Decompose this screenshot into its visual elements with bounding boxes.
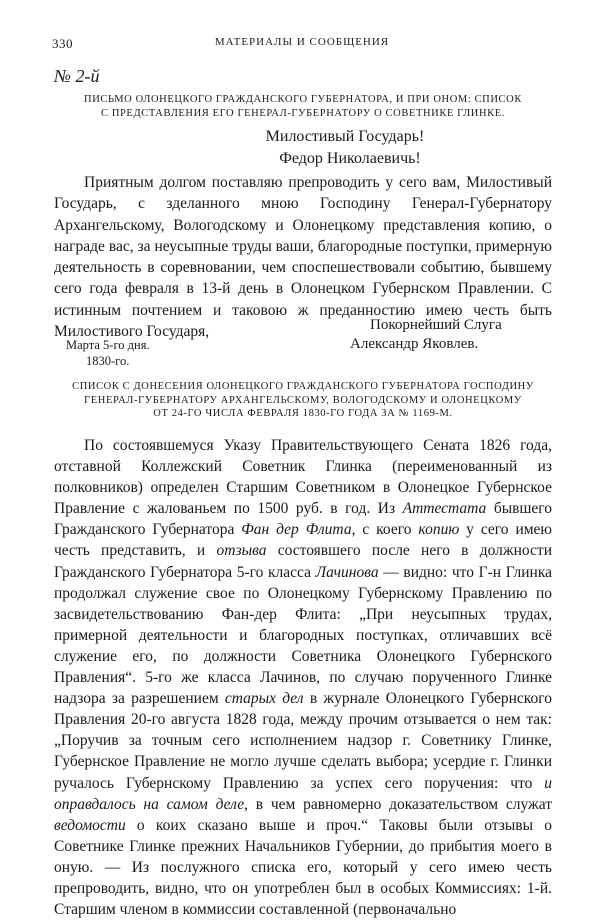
emphasis-justified: и оправдалось на самом деле [54,774,552,813]
emphasis-attestat: Аттестата [402,500,487,518]
page-number: 330 [52,36,73,51]
document-number: № 2-й [54,66,100,86]
text-run: состоявшего после него в должности Гражданского Губернатора 5-го класса [54,542,552,581]
report-body [54,435,552,920]
text-run: в журнале Олонецкого Губернского Правления 20-го августа 1828 года, между прочим отзывается о нем так: „Поручив за точным сего исполнением надзор г. Советнику Глинке, Губернское Правление не могло лучше сделать выбора; усердие г. Глинки ручалось Губернскому Правлению за успех сего поручения: что [54,690,552,792]
letter-heading-line: ПИСЬМО ОЛОНЕЦКОГО ГРАЖДАНСКОГО ГУБЕРНАТОРА, И ПРИ ОНОМ: СПИСОК [84,94,522,105]
text-run: , в чем равномерно доказательством служат [244,795,552,813]
emphasis-old-cases: старых дел [224,690,304,708]
emphasis-otzyv: отзыва [216,542,267,560]
report-heading-line: ГЕНЕРАЛ-ГУБЕРНАТОРУ АРХАНГЕЛЬСКОМУ, ВОЛОГОДСКОМУ И ОЛОНЕЦКОМУ [84,394,522,406]
letter-heading [54,93,552,121]
text-run: — видно: что Г-н Глинка продолжал служение свое по Олонецкому Губернскому Правлению по засвидетельствованию Фан-дер Флита: „При неусыпных трудах, примерной деятельности и благородных поступках, отличавших всё служение его, по должности Советника Олонецкого Губернского Правления“. 5-го же класса Лачинов, по случаю порученного Глинке надзора за разрешением [54,563,552,708]
emphasis-lachinov: Лачинова [315,563,379,581]
letter-year: 1830-го. [86,354,130,368]
text-run: у сего имею честь представить, и [54,521,553,560]
letter-date: Марта 5-го дня. [66,338,150,352]
text-run: По состоявшемуся Указу Правительствующего Сената 1826 года, отставной Коллежский Советник Глинка (переименованный из полковников) определен Старшим Советником в Олонецкое Губернское Правление с жалованьем по 1500 руб. в год. Из [54,437,552,518]
report-heading-line: СПИСОК С ДОНЕСЕНИЯ ОЛОНЕЦКОГО ГРАЖДАНСКОГО ГУБЕРНАТОРА ГОСПОДИНУ [72,381,534,392]
letter-paragraph: Приятным долгом поставляю препроводить у сего вам, Милостивый Государь, с зделанного мною Господину Генерал-Губернатору Архангельскому, Вологодскому и Олонецкому представления копию, о награде вас, за неусыпные труды ваши, благородные поступки, примерную деятельность в соревновании, чем споспешествовали событию, бывшему сего года февраля в 13-й день в Олонецком Губернском Правлении. С истинным почтением и таковою ж преданностию имею честь быть Милостивого Государя, [54,174,552,341]
running-title: МАТЕРИАЛЫ И СООБЩЕНИЯ [214,36,390,48]
signature-name: Александр Яковлев. [350,336,479,352]
letter-heading-line: С ПРЕДСТАВЛЕНИЯ ЕГО ГЕНЕРАЛ-ГУБЕРНАТОРУ О СОВЕТНИКЕ ГЛИНКЕ. [100,108,505,119]
report-paragraph [54,435,552,920]
running-header [52,0,552,51]
report-heading-line: ОТ 24-ГО ЧИСЛА ФЕВРАЛЯ 1830-ГО ГОДА ЗА № 1169-М. [153,408,453,419]
text-run: о коих сказано выше и проч.“ Таковы были отзывы о Советнике Глинке прежних Начальников Губернии, до прибытия моего в оную. — Из послужного списка его, который у сего имею честь препроводить, видно, что он употреблен был в особых Коммиссиях: 1-й. Старшим членом в коммиссии составленной (первоначально [54,816,552,919]
text-run: бывшего Гражданского Губернатора [54,500,552,539]
emphasis-statements: ведомости [54,816,126,834]
salutation-line: Милостивый Государь! [265,128,425,145]
emphasis-copy: копию [418,521,460,539]
text-run: , с коего [351,521,419,539]
report-heading [54,380,552,421]
signature-closing: Покорнейший Слуга [370,317,502,333]
emphasis-name: Фан дер Флита [241,521,352,539]
salutation-line: Федор Николаевичь! [279,150,421,167]
